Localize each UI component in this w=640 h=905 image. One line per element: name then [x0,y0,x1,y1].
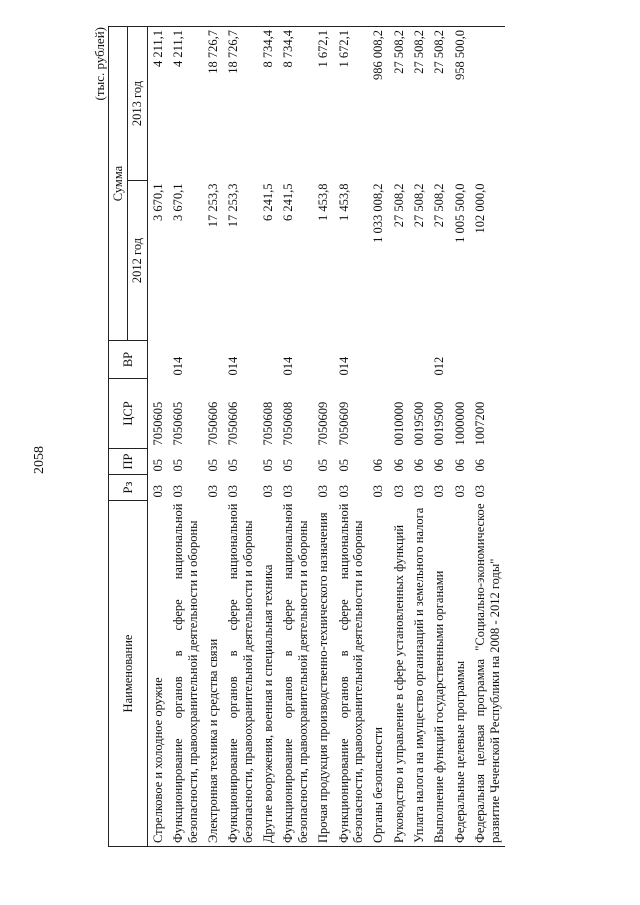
table-row [147,27,168,847]
table-row [278,27,313,847]
cell-pr: 05 [316,459,331,472]
cell-pr: 05 [281,459,296,472]
cell-csr: 7050609 [316,401,331,446]
table-body [147,27,505,847]
cell-csr: 0019500 [432,401,447,446]
table-row [409,27,429,847]
header-2013: 2013 год [128,27,147,181]
cell-csr: 0019500 [412,401,426,446]
table-row [470,27,505,847]
cell-rz: 03 [412,485,426,498]
cell-pr: 05 [171,459,186,472]
table-row [450,27,470,847]
cell-csr: 0010000 [391,401,406,446]
cell-y2012: 27 508,2 [391,183,406,228]
cell-pr: 06 [371,459,386,472]
cell-y2012: 17 253,3 [205,183,220,228]
cell-y2012: 1 005 500,0 [452,183,467,243]
cell-vr [450,341,470,379]
cell-pr: 05 [226,459,241,472]
header-sum: Сумма [109,27,128,341]
cell-rz: 03 [205,485,220,498]
cell-name: Функционирование органов в сфере национальной безопасности, правоохранительной деятельности и обороны [168,501,203,847]
cell-csr: 7050605 [171,401,186,446]
cell-name: Стрелковое и холодное оружие [147,501,168,847]
cell-y2012: 1 453,8 [316,183,331,221]
cell-name: Другие вооружения, военная и специальная техника [258,501,278,847]
cell-y2013: 8 734,4 [258,27,278,181]
table-row [258,27,278,847]
cell-rz: 03 [261,485,275,498]
cell-rz: 03 [371,485,386,498]
cell-name: Функционирование органов в сфере национальной безопасности, правоохранительной деятельности и обороны [278,501,313,847]
cell-y2013: 4 211,1 [147,27,168,181]
header-rz: Рз [109,475,148,501]
table-row [368,27,388,847]
cell-pr: 06 [473,459,488,472]
cell-name: Электронная техника и средства связи [203,501,223,847]
cell-name: Федеральная целевая программа "Социально-экономическое развитие Чеченской Республики на 2008 - 2012 годы" [470,501,505,847]
cell-vr [470,341,505,379]
header-pr: ПР [109,449,148,475]
cell-csr: 7050608 [281,401,296,446]
header-2012: 2012 год [128,181,147,341]
cell-csr: 7050605 [150,401,165,446]
cell-y2013: 1 672,1 [334,27,369,181]
cell-vr: 014 [226,356,241,376]
header-vr: ВР [109,341,148,379]
cell-y2013: 986 008,2 [368,27,388,181]
cell-y2012: 3 670,1 [171,183,186,221]
cell-y2013: 958 500,0 [450,27,470,181]
cell-pr: 06 [432,459,447,472]
table-row [223,27,258,847]
cell-y2012: 6 241,5 [261,183,275,221]
cell-vr [313,341,333,379]
cell-vr: 012 [432,356,447,376]
cell-name: Органы безопасности [368,501,388,847]
cell-vr [368,341,388,379]
cell-csr [368,379,388,449]
cell-name: Прочая продукция производственно-технического назначения [313,501,333,847]
cell-name: Федеральные целевые программы [450,501,470,847]
cell-csr: 1007200 [473,401,488,446]
cell-y2013 [470,27,505,181]
cell-rz: 03 [432,485,447,498]
table-row [168,27,203,847]
cell-rz: 03 [391,485,406,498]
table-row [313,27,333,847]
cell-y2013: 8 734,4 [278,27,313,181]
cell-csr: 7050606 [205,401,220,446]
cell-csr: 7050606 [226,401,241,446]
cell-vr [389,341,409,379]
cell-pr: 05 [336,459,351,472]
cell-y2012: 102 000,0 [473,183,488,234]
cell-y2013: 4 211,1 [168,27,203,181]
cell-vr [203,341,223,379]
cell-csr: 1000000 [452,401,467,446]
cell-rz: 03 [336,485,351,498]
cell-rz: 03 [281,485,296,498]
cell-y2013: 27 508,2 [429,27,449,181]
cell-name: Функционирование органов в сфере национальной безопасности, правоохранительной деятельности и обороны [223,501,258,847]
cell-y2013: 18 726,7 [203,27,223,181]
table-row [429,27,449,847]
cell-rz: 03 [171,485,186,498]
cell-vr: 014 [171,356,186,376]
cell-y2012: 17 253,3 [226,183,241,228]
cell-vr: 014 [281,356,296,376]
cell-name: Выполнение функций государственными органами [429,501,449,847]
table-row [334,27,369,847]
cell-y2012: 1 033 008,2 [371,183,386,243]
cell-y2012: 6 241,5 [281,183,296,221]
cell-pr: 05 [205,459,220,472]
cell-rz: 03 [226,485,241,498]
cell-rz: 03 [316,485,331,498]
cell-vr [147,341,168,379]
cell-csr: 7050609 [336,401,351,446]
cell-name: Уплата налога на имущество организаций и земельного налога [409,501,429,847]
rotated-page-content [92,27,622,847]
cell-y2012: 27 508,2 [412,183,426,228]
cell-name: Руководство и управление в сфере установленных функций [389,501,409,847]
cell-y2013: 1 672,1 [313,27,333,181]
cell-pr: 05 [261,459,275,472]
cell-rz: 03 [473,485,488,498]
cell-vr [409,341,429,379]
table-row [203,27,223,847]
cell-pr: 06 [452,459,467,472]
cell-name: Функционирование органов в сфере национальной безопасности, правоохранительной деятельности и обороны [334,501,369,847]
units-note: (тыс. рублей) [92,27,107,101]
cell-rz: 03 [452,485,467,498]
cell-pr: 06 [412,459,426,472]
header-csr: ЦСР [109,379,148,449]
cell-vr [258,341,278,379]
header-name: Наименование [109,501,148,847]
table-row [389,27,409,847]
cell-y2012: 1 453,8 [336,183,351,221]
cell-y2012: 27 508,2 [432,183,447,228]
cell-pr: 05 [150,459,165,472]
cell-y2013: 27 508,2 [389,27,409,181]
cell-vr: 014 [336,356,351,376]
cell-csr: 7050608 [261,401,275,446]
table-header [109,27,148,847]
cell-y2013: 27 508,2 [409,27,429,181]
cell-rz: 03 [150,485,165,498]
page-number: 2058 [32,446,47,474]
cell-y2013: 18 726,7 [223,27,258,181]
cell-y2012: 3 670,1 [150,183,165,221]
budget-table [108,26,505,847]
cell-pr: 06 [391,459,406,472]
